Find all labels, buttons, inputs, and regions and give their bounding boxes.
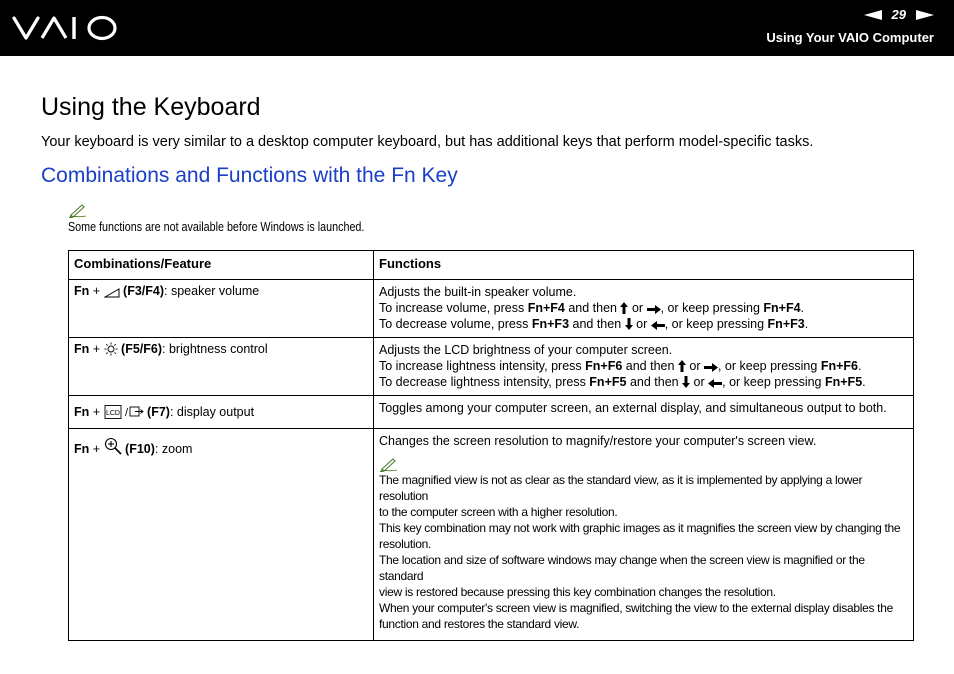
- fn-key-label: Fn: [74, 284, 90, 298]
- column-header: Combinations/Feature: [69, 251, 374, 280]
- table-row: [69, 429, 914, 641]
- function-desc: Adjusts the LCD brightness of your computer screen.: [379, 343, 673, 357]
- pencil-note-icon: [379, 457, 399, 472]
- plus-sign: +: [92, 284, 101, 298]
- combination-cell: [69, 429, 374, 641]
- table-row: [69, 396, 914, 429]
- key-combo: (F5/F6): [121, 342, 163, 356]
- table-row: [69, 338, 914, 396]
- key-combo: (F3/F4): [123, 284, 165, 298]
- slash: /: [124, 407, 128, 419]
- combination-cell: [69, 396, 374, 429]
- down-arrow-icon: [625, 318, 633, 330]
- function-cell: [374, 429, 914, 641]
- note-line: When your computer's screen view is magnified, switching the view to the external display disables the: [379, 601, 893, 615]
- fn-key-table: [68, 250, 914, 641]
- note-line: to the computer screen with a higher resolution.: [379, 505, 618, 519]
- key-combo: (F7): [147, 405, 170, 419]
- combination-cell: [69, 280, 374, 338]
- note-line: function and restores the standard view.: [379, 617, 580, 631]
- down-arrow-icon: [682, 376, 690, 388]
- vaio-logo: [12, 12, 122, 44]
- feature-desc: : zoom: [154, 442, 193, 456]
- plus-sign: +: [92, 342, 101, 356]
- fn-key-label: Fn: [74, 342, 90, 356]
- intro-text: Your keyboard is very similar to a desktop computer keyboard, but has additional keys that perform model-specific tasks.: [41, 134, 814, 150]
- right-arrow-icon: [647, 305, 661, 314]
- page-header: [0, 0, 954, 56]
- key-combo: (F10): [125, 442, 155, 456]
- fn-key-label: Fn: [74, 442, 90, 456]
- zoom-note: [379, 457, 908, 632]
- note-line: This key combination may not work with graphic images as it magnifies the screen view by changing the: [379, 521, 901, 535]
- right-triangle-arrow-icon[interactable]: [916, 10, 934, 20]
- increase-line: To increase lightness intensity, press Fn+F6 and then or , or keep pressing Fn+F6.: [379, 359, 862, 373]
- left-arrow-icon: [708, 379, 722, 388]
- combination-cell: [69, 338, 374, 396]
- brightness-sun-icon: [104, 342, 118, 356]
- page-number: 29: [891, 7, 906, 22]
- decrease-line: To decrease volume, press Fn+F3 and then or , or keep pressing Fn+F3.: [379, 317, 809, 331]
- plus-sign: +: [92, 405, 101, 419]
- left-triangle-arrow-icon[interactable]: [864, 10, 882, 20]
- feature-desc: : speaker volume: [164, 284, 260, 298]
- function-cell: [374, 396, 914, 429]
- note-line: The magnified view is not as clear as the standard view, as it is implemented by applying a lower resolution: [379, 473, 863, 503]
- decrease-line: To decrease lightness intensity, press Fn+F5 and then or , or keep pressing Fn+F5.: [379, 375, 866, 389]
- section-label: Using Your VAIO Computer: [766, 30, 934, 45]
- up-arrow-icon: [678, 360, 686, 372]
- column-header: Functions: [374, 251, 914, 280]
- page-title: Using the Keyboard: [41, 93, 261, 121]
- display-output-icon: [104, 405, 144, 419]
- note-text: Some functions are not available before Windows is launched.: [68, 220, 365, 234]
- function-cell: [374, 338, 914, 396]
- feature-desc: : display output: [169, 405, 255, 419]
- note-line: resolution.: [379, 537, 432, 551]
- function-cell: [374, 280, 914, 338]
- right-arrow-icon: [704, 363, 718, 372]
- magnifier-zoom-icon: [104, 437, 122, 455]
- table-row: [69, 280, 914, 338]
- table-header-row: [69, 251, 914, 280]
- feature-desc: : brightness control: [162, 342, 268, 356]
- left-arrow-icon: [651, 321, 665, 330]
- function-desc: Toggles among your computer screen, an external display, and simultaneous output to both.: [379, 401, 887, 415]
- page-navigation: [864, 7, 934, 22]
- section-subtitle: Combinations and Functions with the Fn Key: [41, 164, 458, 187]
- plus-sign: +: [92, 442, 101, 456]
- function-desc: Adjusts the built-in speaker volume.: [379, 285, 577, 299]
- increase-line: To increase volume, press Fn+F4 and then or , or keep pressing Fn+F4.: [379, 301, 805, 315]
- function-desc: Changes the screen resolution to magnify/restore your computer's screen view.: [379, 434, 817, 448]
- lcd-label: LCD: [105, 410, 120, 417]
- fn-key-label: Fn: [74, 405, 90, 419]
- speaker-volume-icon: [104, 286, 120, 298]
- pencil-note-icon: [68, 203, 88, 218]
- note-line: The location and size of software windows may change when the screen view is magnified or the standard: [379, 553, 865, 583]
- note-line: view is restored because pressing this key combination changes the resolution.: [379, 585, 776, 599]
